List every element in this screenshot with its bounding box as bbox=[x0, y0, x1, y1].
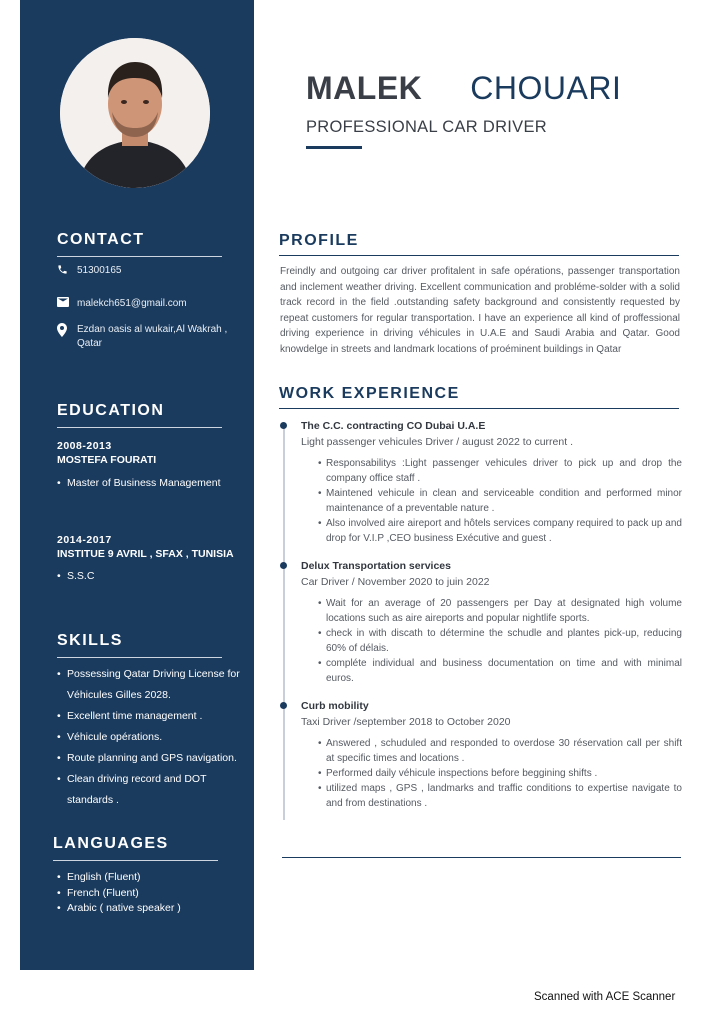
contact-phone bbox=[57, 264, 247, 278]
list-item: • Route planning and GPS navigation. bbox=[57, 748, 247, 769]
list-item: • check in with discath to détermine the schudle and plantes pick-up, reducing 60% of délais. bbox=[318, 626, 682, 656]
languages-list bbox=[57, 870, 247, 917]
education-detail: • S.S.C bbox=[57, 568, 252, 585]
candidate-name bbox=[306, 70, 621, 107]
contact-heading: CONTACT bbox=[57, 231, 222, 257]
education-school: INSTITUE 9 AVRIL , SFAX , TUNISIA bbox=[57, 548, 234, 560]
email-icon bbox=[57, 297, 77, 311]
contact-address bbox=[57, 323, 247, 351]
company-name: Curb mobility bbox=[301, 700, 369, 712]
title-underline bbox=[306, 146, 362, 149]
skills-list bbox=[57, 664, 247, 811]
phone-number: 51300165 bbox=[77, 265, 122, 276]
company-name: The C.C. contracting CO Dubai U.A.E bbox=[301, 420, 486, 432]
job-entry-2 bbox=[278, 560, 682, 686]
timeline-dot bbox=[280, 562, 287, 569]
profile-heading: PROFILE bbox=[279, 232, 679, 256]
list-item: • Performed daily véhicule inspections before beggining shifts . bbox=[318, 766, 682, 781]
job-duties bbox=[278, 596, 682, 686]
education-school: MOSTEFA FOURATI bbox=[57, 454, 157, 466]
job-entry-3 bbox=[278, 700, 682, 811]
job-title: PROFESSIONAL CAR DRIVER bbox=[306, 118, 548, 136]
list-item: • English (Fluent) bbox=[57, 870, 247, 886]
bottom-divider bbox=[282, 857, 681, 858]
contact-email bbox=[57, 297, 247, 311]
profile-photo bbox=[60, 38, 210, 188]
list-item: • Answered , schuduled and responded to overdose 30 réservation call per shift at specific times and locations . bbox=[318, 736, 682, 766]
work-experience-heading: WORK EXPERIENCE bbox=[279, 385, 679, 409]
list-item: • Wait for an average of 20 passengers per Day at designated high volume locations such as aire aireports and popular nightlife sports. bbox=[318, 596, 682, 626]
languages-heading: LANGUAGES bbox=[53, 835, 218, 861]
list-item: • Arabic ( native speaker ) bbox=[57, 901, 247, 917]
profile-text: Freindly and outgoing car driver profitalent in safe opérations, passenger transportation and inclement weather driving. Excellent communication and probléme-solder with a solid track record in the field .outstanding safety background and consistently requested by repeat customers for regular transportation. I have an experience all kind of proffessional driving experience in driving véhicules in U.A.E and Saudi Arabia and Qatar. Good knowdelge in streets and landmark locations of proéminent buildings in Qatar bbox=[280, 266, 680, 355]
list-item: • Possessing Qatar Driving License for Véhicules Gilles 2028. bbox=[57, 664, 247, 706]
education-entry-2 bbox=[57, 534, 252, 585]
list-item: • utilized maps , GPS , landmarks and traffic conditions to expertise navigate to and from destinations . bbox=[318, 781, 682, 811]
job-role: Taxi Driver /september 2018 to October 2020 bbox=[301, 716, 511, 728]
company-name: Delux Transportation services bbox=[301, 560, 451, 572]
sidebar bbox=[20, 0, 254, 970]
job-role: Light passenger vehicules Driver / august 2022 to current . bbox=[301, 436, 573, 448]
address-text: Ezdan oasis al wukair,Al Wakrah , Qatar bbox=[77, 324, 228, 349]
timeline-dot bbox=[280, 702, 287, 709]
skills-heading: SKILLS bbox=[57, 632, 222, 658]
list-item: • Clean driving record and DOT standards . bbox=[57, 769, 247, 811]
email-address: malekch651@gmail.com bbox=[77, 298, 187, 309]
education-years: 2014-2017 bbox=[57, 534, 112, 546]
education-years: 2008-2013 bbox=[57, 440, 112, 452]
education-entry-1 bbox=[57, 440, 252, 492]
job-duties bbox=[278, 456, 682, 546]
portrait-image bbox=[60, 38, 210, 188]
timeline-dot bbox=[280, 422, 287, 429]
location-pin-icon bbox=[57, 323, 77, 351]
job-role: Car Driver / November 2020 to juin 2022 bbox=[301, 576, 490, 588]
education-heading: EDUCATION bbox=[57, 402, 222, 428]
list-item: • Excellent time management . bbox=[57, 706, 247, 727]
first-name: MALEK bbox=[306, 70, 423, 106]
list-item: • French (Fluent) bbox=[57, 886, 247, 902]
list-item: • Véhicule opérations. bbox=[57, 727, 247, 748]
list-item: • Also involved aire aireport and hôtels services company required to pack up and drop for V.I.P ,CEO business Exécutive and guest . bbox=[318, 516, 682, 546]
list-item: • Maintened vehicule in clean and serviceable condition and performed minor maintenance of a preventable nature . bbox=[318, 486, 682, 516]
job-entry-1 bbox=[278, 420, 682, 546]
list-item: • Responsabilitys :Light passenger vehicules driver to pick up and drop the company office staff . bbox=[318, 456, 682, 486]
education-detail: • Master of Business Management bbox=[57, 475, 252, 492]
scanner-watermark: Scanned with ACE Scanner bbox=[534, 991, 676, 1003]
job-duties bbox=[278, 736, 682, 811]
list-item: • compléte individual and business documentation on time and with minimal euros. bbox=[318, 656, 682, 686]
last-name: CHOUARI bbox=[470, 70, 622, 106]
phone-icon bbox=[57, 264, 77, 278]
